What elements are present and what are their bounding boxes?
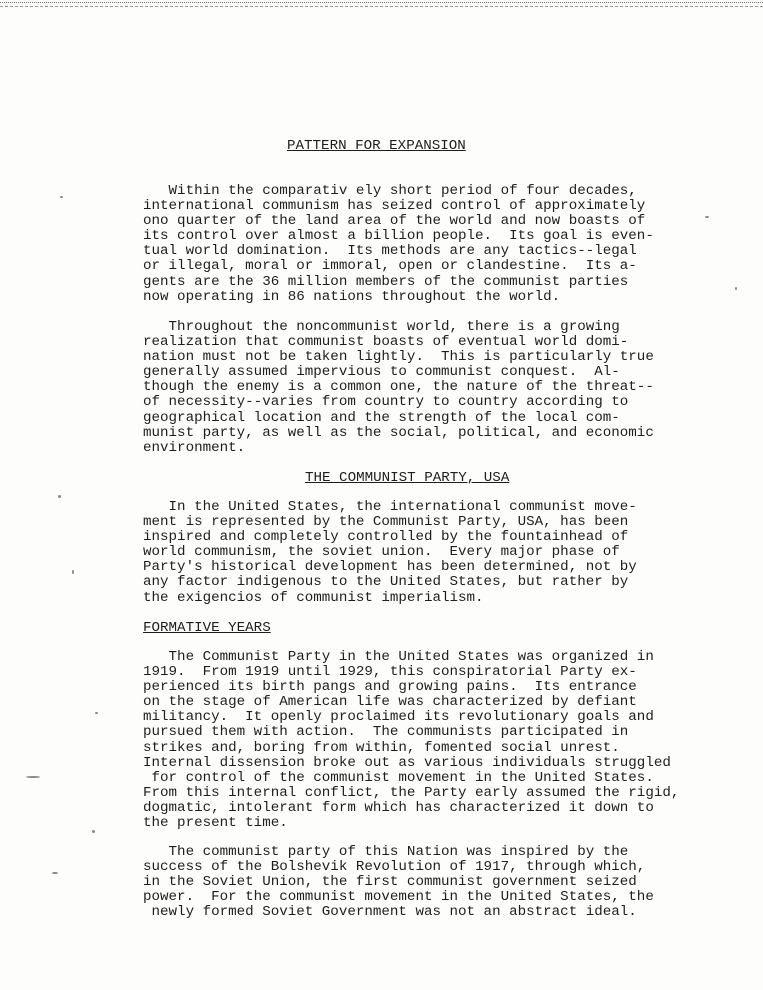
scan-speck [95,712,98,714]
text-line: on the stage of American life was characterized by defiant [143,694,637,711]
scan-speck [705,216,709,218]
text-line: strikes and, boring from within, fomented social unrest. [143,739,620,756]
paragraph-4 [143,650,713,831]
text-line: The communist party of this Nation was inspired by the [143,844,629,860]
paragraph-3 [143,500,713,606]
text-line: though the enemy is a common one, the nature of the threat-- [143,379,654,396]
scan-speck [92,830,95,833]
text-line: in the Soviet Union, the first communist government seized [143,874,637,891]
text-line: Throughout the noncommunist world, there is a growing [143,319,620,335]
text-line: munist party, as well as the social, political, and economic [143,424,654,441]
text-line: geographical location and the strength of the local com- [143,409,620,426]
scan-speck [60,196,63,198]
text-line: any factor indigenous to the United States, but rather by [143,574,629,591]
paragraph-1 [143,184,713,305]
text-line: Party's historical development has been determined, not by [143,559,637,576]
text-line: international communism has seized control of approximately [143,198,646,215]
text-line: perienced its birth pangs and growing pains. Its entrance [143,679,637,696]
scan-speck [52,872,58,874]
text-line: Internal dissension broke out as various individuals struggled [143,754,671,771]
text-line: From this internal conflict, the Party early assumed the rigid, [143,784,680,801]
text-line: tual world domination. Its methods are any tactics--legal [143,243,637,260]
paragraph-5 [143,845,713,920]
text-line: power. For the communist movement in the United States, the [143,889,654,906]
text-line: 1919. From 1919 until 1929, this conspiratorial Party ex- [143,664,637,681]
text-line: newly formed Soviet Government was not an abstract ideal. [143,904,637,921]
text-line: environment. [143,439,246,456]
text-line: pursued them with action. The communists participated in [143,724,629,741]
scan-speck [72,570,74,574]
text-line: nation must not be taken lightly. This is particularly true [143,349,654,366]
text-line: dogmatic, intolerant form which has characterized it down to [143,799,654,816]
text-line: for control of the communist movement in the United States. [143,769,654,786]
page-title: PATTERN FOR EXPANSION [287,138,466,154]
text-line: militancy. It openly proclaimed its revolutionary goals and [143,709,654,726]
text-line: ono quarter of the land area of the world and now boasts of [143,213,646,230]
text-line: gents are the 36 million members of the communist parties [143,273,629,290]
text-line: In the United States, the international communist move- [143,499,637,515]
text-line: the present time. [143,815,288,832]
text-line: the exigencios of communist imperialism. [143,589,484,606]
heading-communist-party: THE COMMUNIST PARTY, USA [305,470,510,486]
text-line: of necessity--varies from country to country according to [143,394,629,411]
text-line: realization that communist boasts of eventual world domi- [143,334,629,351]
text-line: The Communist Party in the United States was organized in [143,649,654,665]
heading-formative-years: FORMATIVE YEARS [143,620,271,636]
text-line: world communism, the soviet union. Every major phase of [143,544,620,561]
text-line: success of the Bolshevik Revolution of 1917, through which, [143,859,646,876]
paragraph-2 [143,320,713,456]
text-line: generally assumed impervious to communist conquest. Al- [143,364,620,381]
text-line: its control over almost a billion people. Its goal is even- [143,228,654,245]
scan-speck [26,776,40,778]
text-line: now operating in 86 nations throughout the world. [143,288,561,305]
text-line: Within the comparativ ely short period of four decades, [143,183,637,199]
scan-speck [735,287,737,290]
scan-speck [58,495,61,498]
text-line: inspired and completely controlled by the fountainhead of [143,529,629,546]
text-line: ment is represented by the Communist Party, USA, has been [143,514,629,531]
text-line: or illegal, moral or immoral, open or clandestine. Its a- [143,258,637,275]
